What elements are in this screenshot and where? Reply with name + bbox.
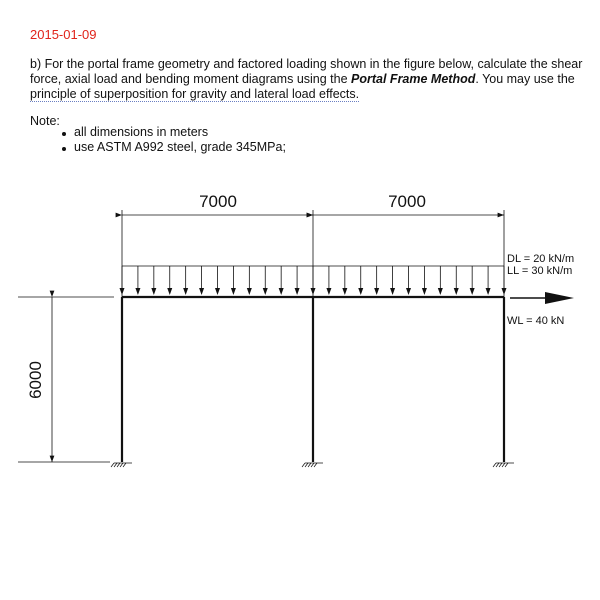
load-arrow-head	[215, 288, 220, 295]
support-hatch	[493, 463, 496, 467]
load-arrow-head	[120, 288, 125, 295]
live-load-label: LL = 30 kN/m	[507, 265, 573, 277]
load-arrow-head	[406, 288, 411, 295]
frame	[122, 297, 504, 462]
load-arrow-head	[374, 288, 379, 295]
load-arrow-head	[199, 288, 204, 295]
note-item: use ASTM A992 steel, grade 345MPa;	[60, 140, 286, 155]
support-hatch	[502, 463, 505, 467]
method-name: Portal Frame Method	[351, 72, 476, 86]
load-arrow-head	[167, 288, 172, 295]
dead-load-label: DL = 20 kN/m	[507, 253, 575, 265]
load-arrow-head	[390, 288, 395, 295]
load-arrow-head	[470, 288, 475, 295]
support-hatch	[114, 463, 117, 467]
load-arrow-head	[311, 288, 316, 295]
load-arrow-head	[438, 288, 443, 295]
load-arrow-head	[247, 288, 252, 295]
date-stamp: 2015-01-09	[30, 27, 97, 42]
support-hatch	[499, 463, 502, 467]
support-hatch	[302, 463, 305, 467]
support-hatching	[111, 463, 508, 467]
support-hatch	[311, 463, 314, 467]
wind-load-arrow	[510, 292, 574, 304]
load-arrow-head	[326, 288, 331, 295]
load-arrow-head	[135, 288, 140, 295]
load-arrow-head	[263, 288, 268, 295]
load-arrow-head	[454, 288, 459, 295]
note-item: all dimensions in meters	[60, 125, 286, 140]
support-hatch	[120, 463, 123, 467]
support-hatch	[496, 463, 499, 467]
question-line-1: b) For the portal frame geometry and factored loading shown in the figure below, calculate the shear	[30, 57, 583, 71]
span-left-label: 7000	[199, 192, 237, 211]
load-arrow-head	[422, 288, 427, 295]
load-arrow-head	[231, 288, 236, 295]
question-line-2-end: . You may use the	[475, 72, 575, 86]
support-hatch	[314, 463, 317, 467]
span-right-label: 7000	[388, 192, 426, 211]
wind-load-label: WL = 40 kN	[507, 315, 565, 327]
support-hatch	[305, 463, 308, 467]
support-hatch	[123, 463, 126, 467]
load-arrow-head	[486, 288, 491, 295]
load-arrow-head	[279, 288, 284, 295]
question-line-2-start: force, axial load and bending moment diagrams using the	[30, 72, 352, 86]
support-hatch	[111, 463, 114, 467]
load-arrow-head	[342, 288, 347, 295]
load-arrow-head	[151, 288, 156, 295]
load-arrow-head	[502, 288, 507, 295]
support-hatch	[505, 463, 508, 467]
height-label: 6000	[26, 361, 45, 399]
note-label: Note:	[30, 114, 60, 128]
load-arrow-head	[295, 288, 300, 295]
question-line-3-text: principle of superposition for gravity and lateral load effects.	[30, 87, 360, 101]
load-arrow-head	[183, 288, 188, 295]
support-hatch	[308, 463, 311, 467]
support-hatch	[117, 463, 120, 467]
distributed-load-arrows	[120, 266, 507, 295]
load-arrow-head	[358, 288, 363, 295]
